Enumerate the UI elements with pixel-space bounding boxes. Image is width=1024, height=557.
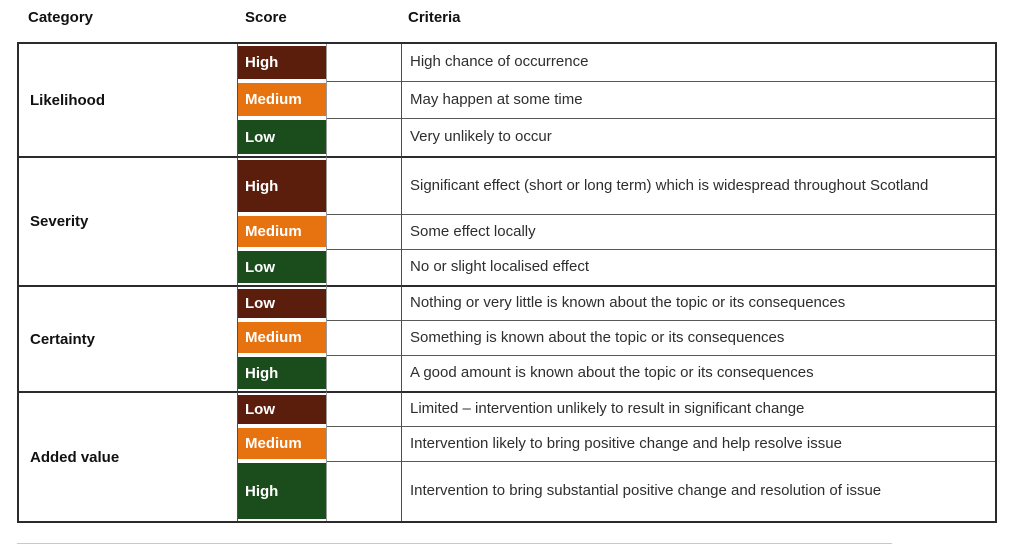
criteria-cell: Something is known about the topic or its consequences bbox=[402, 320, 995, 355]
score-badge: Low bbox=[238, 395, 326, 424]
score-cell bbox=[238, 320, 327, 355]
spacer-cell bbox=[327, 391, 402, 426]
category-cell-likelihood: Likelihood bbox=[19, 44, 238, 156]
spacer-cell bbox=[327, 118, 402, 156]
criteria-cell: Significant effect (short or long term) which is widespread throughout Scotland bbox=[402, 156, 995, 214]
spacer-cell bbox=[327, 214, 402, 249]
column-header-category: Category bbox=[28, 9, 94, 26]
score-cell bbox=[238, 249, 327, 285]
spacer-cell bbox=[327, 461, 402, 521]
score-cell bbox=[238, 118, 327, 156]
category-cell-added-value: Added value bbox=[19, 391, 238, 521]
score-badge: Medium bbox=[238, 216, 326, 247]
spacer-cell bbox=[327, 426, 402, 461]
score-cell bbox=[238, 81, 327, 118]
score-badge: High bbox=[238, 46, 326, 79]
criteria-cell: Very unlikely to occur bbox=[402, 118, 995, 156]
score-badge: Low bbox=[238, 251, 326, 283]
risk-criteria-table bbox=[17, 42, 997, 523]
criteria-cell: Intervention likely to bring positive change and help resolve issue bbox=[402, 426, 995, 461]
column-header-criteria: Criteria bbox=[408, 9, 461, 26]
criteria-cell: High chance of occurrence bbox=[402, 44, 995, 81]
score-cell bbox=[238, 156, 327, 214]
category-cell-severity: Severity bbox=[19, 156, 238, 285]
table-shadow-line bbox=[17, 543, 892, 544]
score-badge: Medium bbox=[238, 428, 326, 459]
criteria-cell: Some effect locally bbox=[402, 214, 995, 249]
score-cell bbox=[238, 426, 327, 461]
criteria-cell: Intervention to bring substantial positive change and resolution of issue bbox=[402, 461, 995, 521]
spacer-cell bbox=[327, 156, 402, 214]
category-cell-certainty: Certainty bbox=[19, 285, 238, 391]
score-badge: High bbox=[238, 160, 326, 212]
score-cell bbox=[238, 355, 327, 391]
criteria-cell: No or slight localised effect bbox=[402, 249, 995, 285]
score-cell bbox=[238, 285, 327, 320]
score-badge: Medium bbox=[238, 83, 326, 116]
spacer-cell bbox=[327, 249, 402, 285]
spacer-cell bbox=[327, 81, 402, 118]
score-badge: Low bbox=[238, 120, 326, 154]
spacer-cell bbox=[327, 44, 402, 81]
score-badge: High bbox=[238, 463, 326, 519]
score-cell bbox=[238, 214, 327, 249]
score-badge: Low bbox=[238, 289, 326, 318]
score-cell bbox=[238, 44, 327, 81]
score-badge: Medium bbox=[238, 322, 326, 353]
score-cell bbox=[238, 461, 327, 521]
spacer-cell bbox=[327, 320, 402, 355]
score-badge: High bbox=[238, 357, 326, 389]
table-header-row bbox=[0, 9, 1024, 31]
criteria-cell: Limited – intervention unlikely to result in significant change bbox=[402, 391, 995, 426]
criteria-cell: A good amount is known about the topic or its consequences bbox=[402, 355, 995, 391]
criteria-cell: Nothing or very little is known about the topic or its consequences bbox=[402, 285, 995, 320]
criteria-cell: May happen at some time bbox=[402, 81, 995, 118]
spacer-cell bbox=[327, 355, 402, 391]
spacer-cell bbox=[327, 285, 402, 320]
score-cell bbox=[238, 391, 327, 426]
column-header-score: Score bbox=[245, 9, 287, 26]
